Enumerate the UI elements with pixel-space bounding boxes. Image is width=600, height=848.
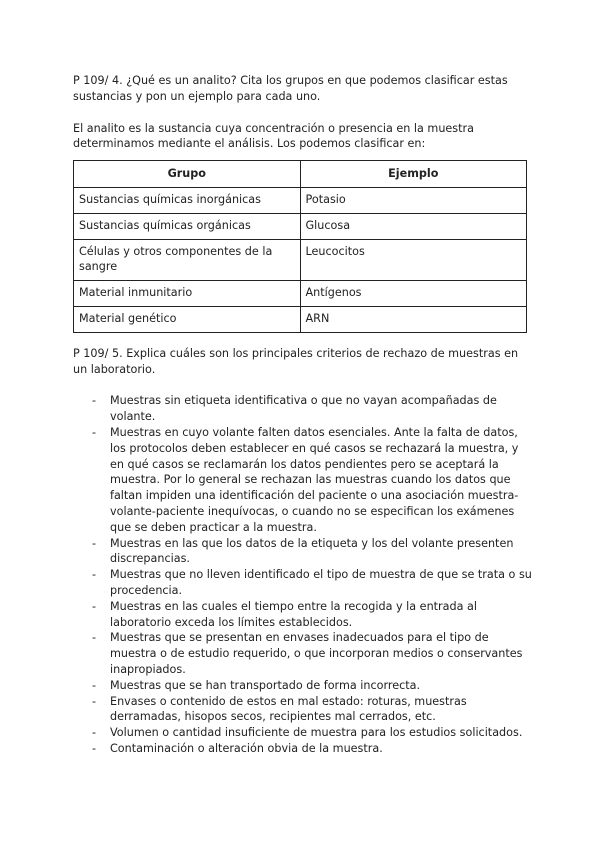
question-5: P 109/ 5. Explica cuáles son los principales criterios de rechazo de muestras en un laboratorio. (73, 346, 519, 376)
list-item (92, 425, 533, 536)
table-header-row (74, 161, 527, 188)
example-cell: Leucocitos (300, 239, 526, 281)
dash-bullet: - (92, 599, 97, 613)
list-item (92, 678, 533, 694)
list-item-text: Muestras que se presentan en envases inadecuados para el tipo de muestra o de estudio requerido, o que incorporan medios o conservantes inapropiados. (110, 631, 523, 676)
list-item-text: Muestras en las cuales el tiempo entre la recogida y la entrada al laboratorio exceda los límites establecidos. (110, 599, 477, 629)
table-row (74, 213, 527, 239)
list-item (92, 741, 533, 757)
table-row (74, 306, 527, 332)
list-item (92, 630, 533, 677)
list-item (92, 694, 533, 726)
list-item-text: Muestras en las que los datos de la etiqueta y los del volante presenten discrepancias. (110, 536, 514, 566)
list-item-text: Muestras en cuyo volante falten datos esenciales. Ante la falta de datos, los protocolos deben establecer en qué casos se rechazará la muestra, y en qué casos se reclamarán los datos pendientes pero se aceptará la muestra. Por lo general se rechazan las muestras cuando los datos que faltan impiden una identificación del paciente o una asociación muestra-volante-paciente inequívocas, o cuando no se especifican los exámenes que se deben practicar a la muestra. (110, 425, 519, 534)
example-cell: Glucosa (300, 213, 526, 239)
dash-bullet: - (92, 394, 97, 408)
list-item-text: Muestras que se han transportado de forma incorrecta. (110, 678, 421, 692)
dash-bullet: - (92, 536, 97, 550)
group-cell: Material inmunitario (74, 281, 301, 307)
question-4: P 109/ 4. ¿Qué es un analito? Cita los grupos en que podemos clasificar estas sustancias y pon un ejemplo para cada uno. (73, 74, 508, 103)
group-cell: Material genético (74, 306, 301, 332)
header-ejemplo: Ejemplo (300, 161, 526, 188)
header-grupo: Grupo (74, 161, 301, 188)
list-item (92, 536, 533, 568)
list-item (92, 567, 533, 599)
table-row (74, 239, 527, 281)
example-cell: ARN (300, 306, 526, 332)
list-item (92, 393, 533, 425)
list-item-text: Muestras sin etiqueta identificativa o que no vayan acompañadas de volante. (110, 394, 497, 424)
table-row (74, 187, 527, 213)
list-item-text: Contaminación o alteración obvia de la muestra. (110, 741, 383, 755)
list-item-text: Muestras que no lleven identificado el tipo de muestra de que se trata o su procedencia. (110, 568, 532, 597)
group-cell: Sustancias químicas orgánicas (74, 213, 301, 239)
group-cell: Sustancias químicas inorgánicas (74, 187, 301, 213)
analito-definition: El analito es la sustancia cuya concentración o presencia en la muestra determinamos mediante el análisis. Los podemos clasificar en: (73, 121, 474, 151)
table-row (74, 281, 527, 307)
dash-bullet: - (92, 568, 97, 582)
list-item (92, 725, 533, 741)
example-cell: Antígenos (300, 281, 526, 307)
example-cell: Potasio (300, 187, 526, 213)
dash-bullet: - (92, 726, 97, 740)
group-cell: Células y otros componentes de la sangre (74, 239, 301, 281)
dash-bullet: - (92, 425, 97, 439)
dash-bullet: - (92, 741, 97, 755)
list-item-text: Volumen o cantidad insuficiente de muestra para los estudios solicitados. (110, 726, 523, 740)
analito-groups-table (73, 160, 527, 333)
rejection-criteria-list (73, 393, 533, 756)
list-item-text: Envases o contenido de estos en mal estado: roturas, muestras derramadas, hisopos secos, recipientes mal cerrados, etc. (110, 694, 467, 724)
dash-bullet: - (92, 678, 97, 692)
document-page (73, 73, 533, 757)
dash-bullet: - (92, 631, 97, 645)
dash-bullet: - (92, 694, 97, 708)
list-item (92, 599, 533, 631)
